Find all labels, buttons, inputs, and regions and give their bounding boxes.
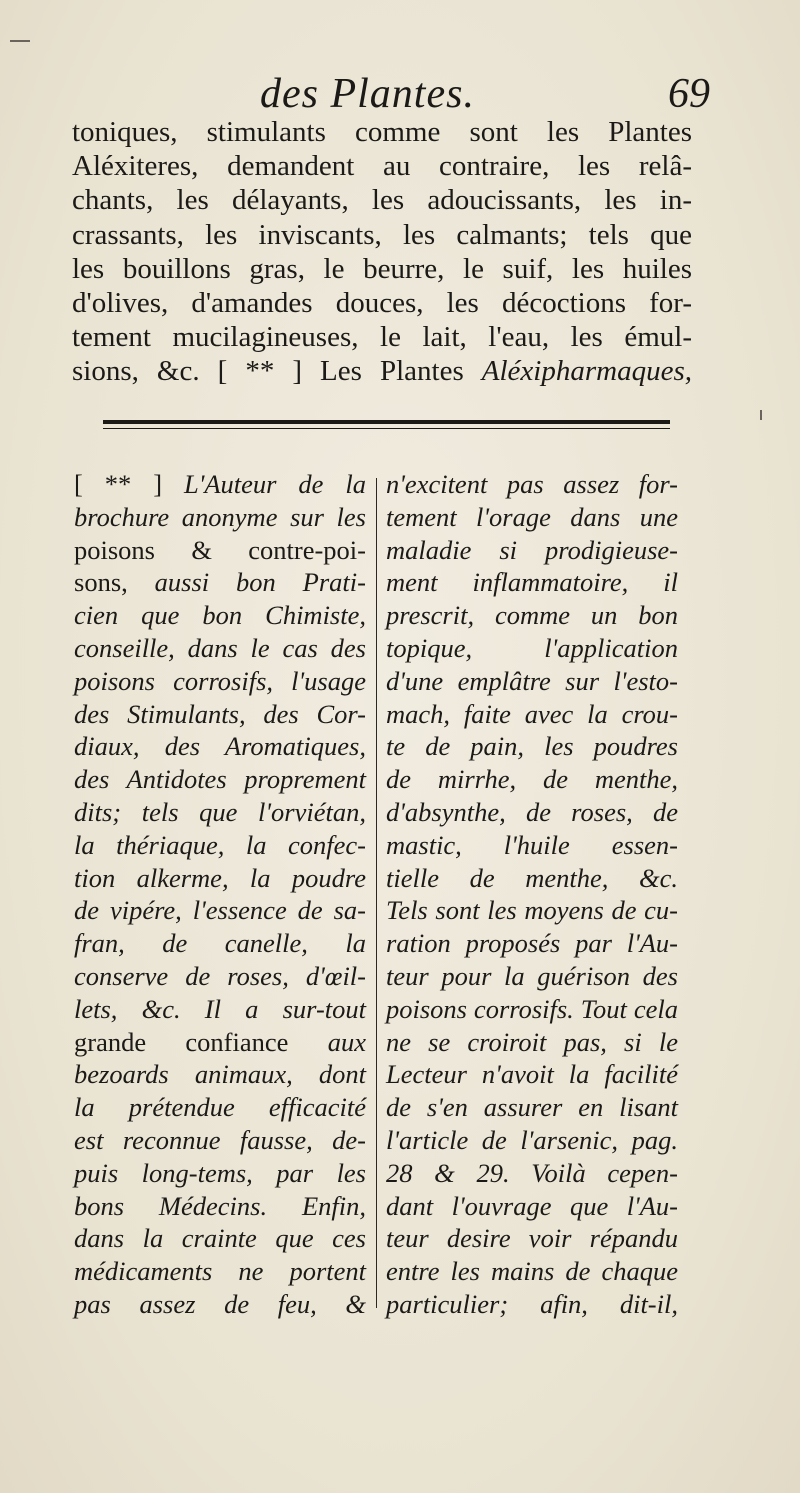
footnote-line (74, 796, 366, 829)
footnote-text-italic: la thériaque, la confec- (74, 829, 366, 860)
footnote-text-italic: des Stimulants, des Cor- (74, 698, 366, 729)
running-head: des Plantes. (260, 71, 475, 117)
text-line: toniques, stimulants comme sont les Plantes (72, 116, 692, 148)
footnote-line (74, 927, 366, 960)
footnote-text-italic: médicaments ne portent (74, 1256, 366, 1287)
footnote-line: n'excitent pas assez for- (386, 469, 678, 499)
footnote-line (74, 829, 366, 862)
text-line: d'olives, d'amandes douces, les décoctions for- (72, 287, 692, 320)
text-italic: Aléxipharmaques, (481, 355, 692, 388)
footnote-line: mastic, l'huile essen- (386, 829, 678, 860)
footnote-text-italic: la prétendue efficacité (74, 1092, 366, 1123)
footnote-line (74, 960, 366, 993)
text-line: chants, les délayants, les adoucissants, les in- (72, 184, 692, 217)
footnote-text-italic: aux (327, 1026, 366, 1057)
footnote-rule (103, 420, 670, 424)
footnote-text-italic: brochure anonyme sur les (74, 501, 366, 532)
footnote-line: entre les mains de chaque (386, 1256, 678, 1287)
footnote-text-italic: puis long-tems, par les (74, 1157, 366, 1188)
footnote-text-italic: conserve de roses, d'œil- (74, 960, 366, 991)
footnote-line (74, 763, 366, 796)
footnote-line: poisons corrosifs. Tout cela (386, 993, 678, 1024)
footnote-line: mach, faite avec la crou- (386, 698, 678, 729)
footnote-line: de s'en assurer en lisant (386, 1092, 678, 1123)
footnote-line (74, 862, 366, 895)
text-line: Aléxiteres, demandent au contraire, les relâ- (72, 150, 692, 183)
footnote-line: prescrit, comme un bon (386, 600, 678, 631)
text-roman: sions, &c. [ ** ] Les Plantes (72, 355, 482, 388)
footnote-text-italic: poisons corrosifs, l'usage (74, 665, 366, 696)
footnote-line (74, 566, 366, 599)
footnote-line: dant l'ouvrage que l'Au- (386, 1190, 678, 1221)
footnote-text-italic: diaux, des Aromatiques, (74, 731, 366, 762)
footnote-text-roman: sons, (74, 567, 155, 598)
footnote-text-italic: fran, de canelle, la (74, 928, 366, 959)
footnote-line: l'article de l'arsenic, pag. (386, 1124, 678, 1155)
footnote-line: d'une emplâtre sur l'esto- (386, 665, 678, 696)
footnote-line (74, 1124, 366, 1157)
footnote-line: topique, l'application (386, 632, 678, 663)
page-header (60, 70, 710, 120)
main-text-block (72, 115, 692, 389)
footnote-line (74, 1288, 366, 1321)
text-line: crassants, les inviscants, les calmants; tels que (72, 218, 692, 251)
footnote-line: Lecteur n'avoit la facilité (386, 1059, 678, 1090)
footnote-line (74, 1058, 366, 1091)
text-line-last (72, 354, 692, 388)
footnote-text-italic: aussi bon Prati- (154, 567, 366, 598)
margin-mark (10, 40, 30, 42)
footnote-line (74, 468, 366, 501)
footnote-text-roman: [ ** ] (74, 469, 184, 499)
footnote-text-italic: dits; tels que l'orviétan, (74, 796, 366, 827)
footnote-text-italic: bezoards animaux, dont (74, 1059, 366, 1090)
footnote-column-right (386, 468, 678, 1321)
footnote-text-italic: cien que bon Chimiste, (74, 600, 366, 631)
footnote-column-left (74, 468, 366, 1321)
footnote-line: tielle de menthe, &c. (386, 862, 678, 893)
footnote-line (74, 1255, 366, 1288)
footnote-line: maladie si prodigieuse- (386, 534, 678, 565)
footnote-line: de mirrhe, de menthe, (386, 764, 678, 795)
footnote-text-italic: bons Médecins. Enfin, (74, 1190, 366, 1221)
footnote-line: particulier; afin, dit-il, (386, 1288, 678, 1319)
footnote-line (74, 993, 366, 1026)
footnote-line: ration proposés par l'Au- (386, 928, 678, 959)
footnote-line: teur desire voir répandu (386, 1223, 678, 1254)
footnote-text-italic: des Antidotes proprement (74, 764, 366, 795)
margin-mark (760, 410, 762, 420)
footnote-text-italic: pas assez de feu, & (74, 1288, 366, 1319)
footnote-text-italic: lets, &c. Il a sur-tout (74, 993, 366, 1024)
footnote-text-italic: tion alkerme, la poudre (74, 862, 366, 893)
footnote-text-italic: dans la crainte que ces (74, 1223, 366, 1254)
footnote-line (74, 599, 366, 632)
page-number: 69 (668, 71, 710, 117)
footnote-rule-thin (103, 428, 670, 429)
footnote-line (74, 1222, 366, 1255)
footnote-line (74, 698, 366, 731)
footnote-line (74, 1157, 366, 1190)
footnote-line: Tels sont les moyens de cu- (386, 895, 678, 926)
footnote-line: ne se croiroit pas, si le (386, 1026, 678, 1057)
footnote-text-italic: de vipére, l'essence de sa- (74, 895, 366, 926)
footnote-line (74, 665, 366, 698)
footnote-text-italic: conseille, dans le cas des (74, 632, 366, 663)
footnote-line (74, 501, 366, 534)
footnote-line (74, 1190, 366, 1223)
footnote-line: te de pain, les poudres (386, 731, 678, 762)
footnote-line (74, 632, 366, 665)
footnote-line (74, 894, 366, 927)
text-line: tement mucilagineuses, le lait, l'eau, les émul- (72, 321, 692, 354)
footnote-line: teur pour la guérison des (386, 960, 678, 991)
footnote-text-italic: L'Auteur de la (183, 469, 366, 499)
footnote-text-roman: grande confiance (74, 1026, 328, 1057)
footnote-line (74, 730, 366, 763)
footnote-line: ment inflammatoire, il (386, 567, 678, 598)
footnote-line (74, 534, 366, 567)
footnote-line (74, 1026, 366, 1059)
text-line: les bouillons gras, le beurre, le suif, les huiles (72, 252, 692, 285)
footnote-line: tement l'orage dans une (386, 501, 678, 532)
footnote-text-roman: poisons & contre-poi- (74, 534, 366, 565)
footnote-text-italic: est reconnue fausse, de- (74, 1124, 366, 1155)
footnote-line: 28 & 29. Voilà cepen- (386, 1157, 678, 1188)
footnote-line (74, 1091, 366, 1124)
column-divider (376, 478, 377, 1308)
footnote-line: d'absynthe, de roses, de (386, 796, 678, 827)
